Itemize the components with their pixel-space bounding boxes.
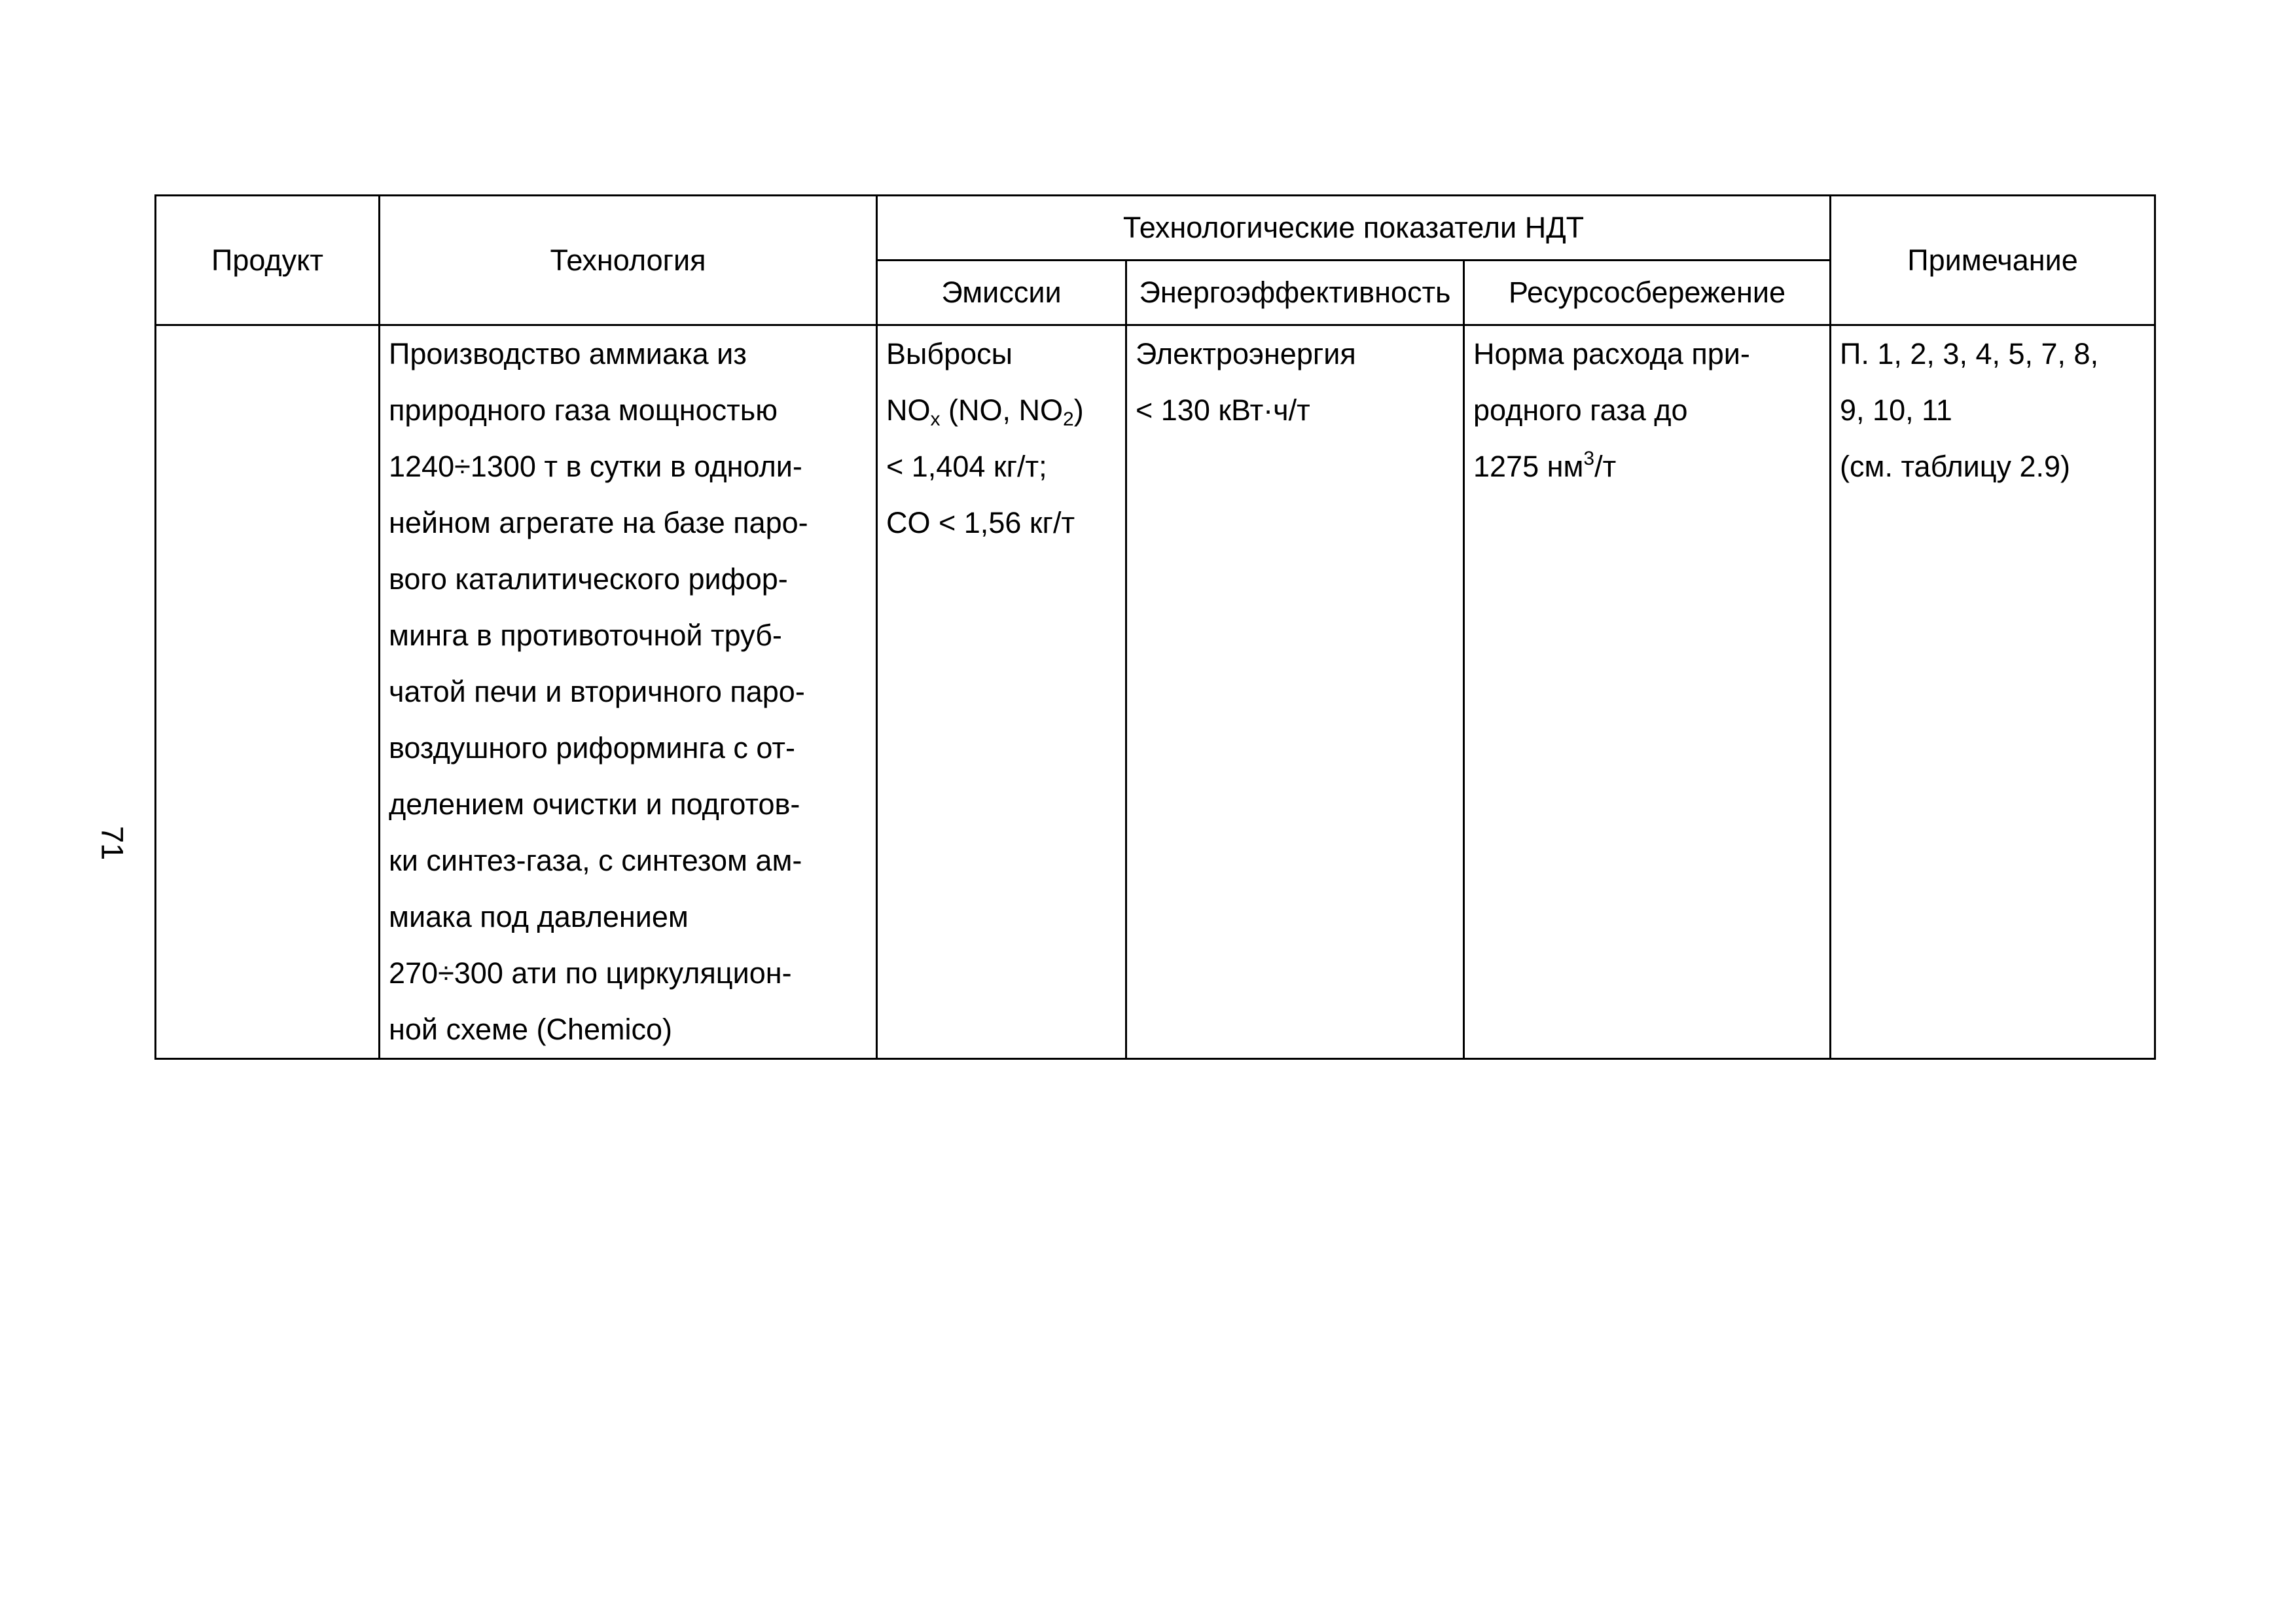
technology-line: 1240÷1300 т в сутки в одноли- xyxy=(389,450,802,483)
emissions-line: Выбросы xyxy=(886,337,1013,370)
resources-unit: /т xyxy=(1594,450,1617,483)
energy-line: Электроэнергия xyxy=(1136,337,1356,370)
header-row xyxy=(156,196,2155,261)
header-resources: Ресурсосбережение xyxy=(1464,261,1831,325)
technology-line: вого каталитического рифор- xyxy=(389,562,788,596)
header-emissions: Эмиссии xyxy=(877,261,1126,325)
cell-emissions xyxy=(877,325,1126,1059)
energy-line: < 130 кВт·ч/т xyxy=(1136,393,1310,427)
technology-line: воздушного риформинга с от- xyxy=(389,731,796,765)
header-indicators: Технологические показатели НДТ xyxy=(877,196,1831,261)
technology-line: Производство аммиака из xyxy=(389,337,747,370)
nox-subscript: x xyxy=(930,408,941,430)
header-technology: Технология xyxy=(380,196,877,325)
table-row xyxy=(156,325,2155,1059)
page-number: 71 xyxy=(95,825,130,861)
technology-line: делением очистки и подготов- xyxy=(389,787,800,821)
technology-line: природного газа мощностью xyxy=(389,393,778,427)
note-line: 9, 10, 11 xyxy=(1840,393,1952,427)
technology-line: миака под давлением xyxy=(389,900,689,933)
resources-value: 1275 нм xyxy=(1473,450,1584,483)
nox-end: ) xyxy=(1073,393,1084,427)
no2-subscript: 2 xyxy=(1063,408,1074,430)
cell-technology xyxy=(380,325,877,1059)
technology-line: ки синтез-газа, с синтезом ам- xyxy=(389,844,802,877)
emissions-nox-line xyxy=(886,382,1117,439)
resources-line-3 xyxy=(1473,439,1821,495)
resources-line: Норма расхода при- xyxy=(1473,337,1750,370)
technology-line: нейном агрегате на базе паро- xyxy=(389,506,808,539)
note-line: (см. таблицу 2.9) xyxy=(1840,450,2071,483)
cell-note xyxy=(1831,325,2155,1059)
cell-energy xyxy=(1126,325,1464,1059)
header-note: Примечание xyxy=(1831,196,2155,325)
technology-line: ной схеме (Chemico) xyxy=(389,1013,673,1046)
nox-prefix: NO xyxy=(886,393,931,427)
technology-line: 270÷300 ати по циркуляцион- xyxy=(389,956,792,990)
nox-mid: (NO, NO xyxy=(940,393,1063,427)
emissions-line: < 1,404 кг/т; xyxy=(886,450,1047,483)
cell-resources xyxy=(1464,325,1831,1059)
technology-line: чатой печи и вторичного паро- xyxy=(389,675,805,708)
technology-line: минга в противоточной труб- xyxy=(389,619,782,652)
header-product: Продукт xyxy=(156,196,380,325)
cell-product xyxy=(156,325,380,1059)
note-line: П. 1, 2, 3, 4, 5, 7, 8, xyxy=(1840,337,2099,370)
resources-line: родного газа до xyxy=(1473,393,1688,427)
emissions-line: CO < 1,56 кг/т xyxy=(886,506,1075,539)
header-energy: Энергоэффективность xyxy=(1126,261,1464,325)
resources-superscript: 3 xyxy=(1583,448,1595,469)
ndt-table xyxy=(154,194,2156,1060)
